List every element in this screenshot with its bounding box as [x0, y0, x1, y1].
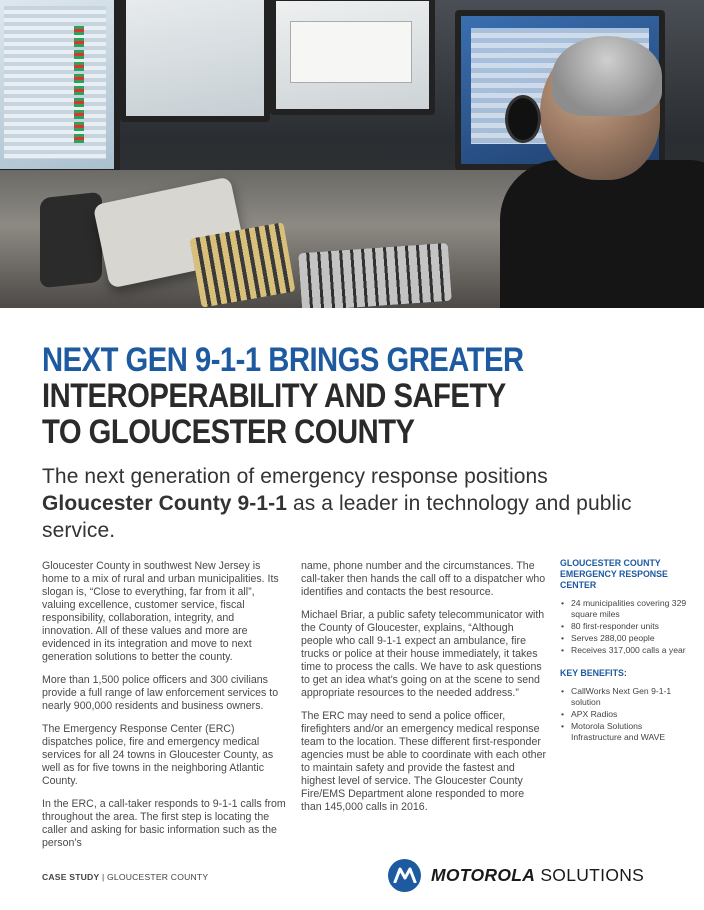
title-line-3: TO GLOUCESTER COUNTY — [42, 413, 415, 451]
list-item: • 24 municipalities covering 329 square miles — [560, 598, 688, 620]
erc-facts-list — [560, 598, 688, 656]
subtitle-part-2: as a leader in technology and public service. — [42, 492, 632, 542]
list-item: • Receives 317,000 calls a year — [560, 645, 688, 656]
list-item: • Motorola Solutions Infrastructure and WAVE — [560, 721, 688, 743]
footer-separator: | — [99, 872, 107, 882]
benefits-list — [560, 686, 688, 743]
list-item: • Serves 288,00 people — [560, 633, 688, 644]
list-item: • CallWorks Next Gen 9-1-1 solution — [560, 686, 688, 708]
hero-photo — [0, 0, 704, 308]
paragraph: In the ERC, a call-taker responds to 9-1-1 calls from throughout the area. The first step is locating the caller and asking for basic information such as the person’s — [42, 798, 286, 849]
title-line-2: INTEROPERABILITY AND SAFETY — [42, 377, 506, 415]
monitor-center-left — [120, 0, 270, 122]
keyboard — [298, 243, 452, 308]
subtitle-part-1: The next generation of emergency response positions — [42, 465, 548, 488]
logo-wordmark-light: SOLUTIONS — [535, 864, 645, 885]
subtitle — [42, 463, 642, 544]
sidebar-heading-benefits: KEY BENEFITS: — [560, 668, 627, 678]
headset-icon — [505, 95, 541, 143]
footer-label-bold: CASE STUDY — [42, 872, 100, 882]
body-column-1 — [42, 560, 288, 860]
list-item: • 80 first-responder units — [560, 621, 688, 632]
logo-wordmark — [431, 865, 644, 886]
dispatcher — [500, 40, 704, 308]
page-title — [42, 342, 575, 450]
paragraph: The ERC may need to send a police officer, firefighters and/or an emergency medical response team to the location. These different first-responder agencies must be able to coordinate with each other to maintain safety and provide the fastest and highest level of service. The Gloucester County Fire/EMS Department alone responded to more than 145,000 calls in 2016. — [301, 710, 546, 813]
list-item: • APX Radios — [560, 709, 688, 720]
footer-label-text: GLOUCESTER COUNTY — [107, 872, 209, 882]
monitor-left — [0, 0, 120, 175]
title-line-1: NEXT GEN 9-1-1 BRINGS GREATER — [42, 341, 524, 379]
speaker — [40, 192, 102, 289]
paragraph: name, phone number and the circumstances. The call-taker then hands the call off to a dispatcher who identifies and contacts the best resource. — [301, 560, 546, 598]
paragraph: The Emergency Response Center (ERC) dispatches police, fire and emergency medical services for all 24 towns in Gloucester County, as well as for five towns in the neighboring Atlantic County. — [42, 723, 274, 787]
motorola-batwing-icon — [388, 859, 421, 892]
body-column-2 — [301, 560, 547, 824]
logo-wordmark-bold: MOTOROLA — [431, 864, 536, 885]
sidebar-heading-erc: GLOUCESTER COUNTY EMERGENCY RESPONSE CENTER — [560, 558, 668, 590]
monitor-center — [270, 0, 435, 115]
paragraph: Michael Briar, a public safety telecommunicator with the County of Gloucester, explains, “Although people who call 9-1-1 expect an ambulance, fire trucks or police at their house immediately, it takes time to process the calls. We have to ask questions to get an idea what’s going on at the scene to send appropriate resources to the needed address.” — [301, 609, 545, 699]
footer-label — [42, 872, 208, 882]
paragraph: More than 1,500 police officers and 300 civilians provide a full range of law enforcement services to nearly 900,000 residents and business owners. — [42, 674, 279, 712]
motorola-logo — [388, 858, 644, 892]
sidebar-facts — [560, 558, 688, 755]
subtitle-bold: Gloucester County 9-1-1 — [42, 492, 288, 515]
paragraph: Gloucester County in southwest New Jersey is home to a mix of rural and urban municipalities. Its slogan is, “Close to everything, far from it all”, valuing excellence, customer service, fiscal responsibility, collaboration, integrity, and innovation. All of these values and more are evidenced in its integration and move to next generation solutions to better the county. — [42, 560, 279, 663]
